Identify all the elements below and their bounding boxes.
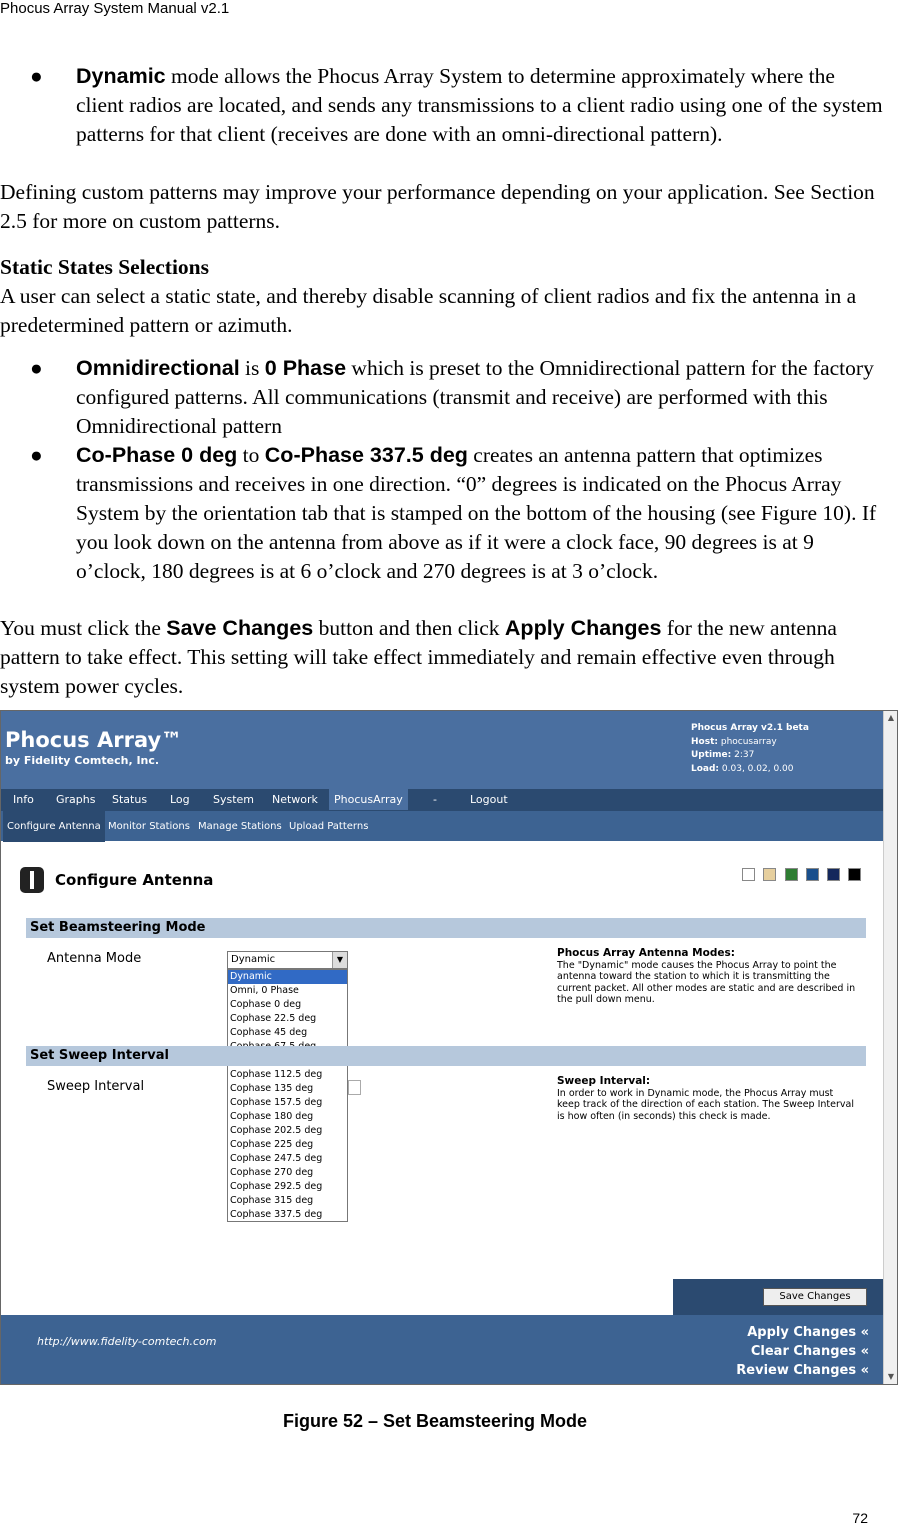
footer (1, 1315, 883, 1384)
chevron-down-icon[interactable]: ▼ (332, 952, 347, 968)
nav-separator: - (433, 793, 437, 806)
review-changes-link[interactable]: Review Changes « (736, 1363, 869, 1378)
omni-is: is (239, 356, 265, 380)
running-header: Phocus Array System Manual v2.1 (0, 0, 230, 17)
antenna-icon (20, 867, 44, 893)
custom-patterns-paragraph: Defining custom patterns may improve your performance depending on your application. See Section 2.5 for more on custom patterns. (0, 180, 875, 233)
bullet-dot: ● (30, 443, 43, 467)
dynamic-text: mode allows the Phocus Array System to determine approximately where the client radios are located, and sends any transmissions to a client radio using one of the system patterns for that client (receives are done with an omni-directional pattern). (76, 64, 883, 146)
option-cophase[interactable]: Cophase 292.5 deg (230, 1181, 323, 1192)
section-title: Set Sweep Interval (30, 1048, 169, 1063)
bullet-dot: ● (30, 64, 43, 88)
beamsteering-section-header (26, 918, 866, 938)
app-title: Phocus Array™ (5, 728, 183, 752)
uptime-label: Uptime: (691, 750, 732, 760)
nav-status[interactable]: Status (112, 793, 148, 806)
sweep-interval-label: Sweep Interval (47, 1079, 145, 1094)
host-value: phocusarray (720, 736, 777, 747)
apply-changes-term: Apply Changes (504, 616, 662, 640)
omni-text: which is preset to the Omnidirectional pattern for the factory configured patterns. All communications (transmit and receive) are performed with this Omnidirectional pattern (76, 356, 874, 438)
sweep-interval-help (557, 1076, 857, 1122)
nav-logout[interactable]: Logout (470, 793, 508, 806)
save-changes-button[interactable]: Save Changes (763, 1288, 867, 1306)
load-label: Load: (691, 763, 720, 774)
cophase-to: to (237, 443, 265, 467)
option-cophase[interactable]: Cophase 315 deg (230, 1195, 314, 1206)
help-title: Phocus Array Antenna Modes: (557, 947, 735, 959)
option-cophase[interactable]: Cophase 337.5 deg (230, 1209, 323, 1220)
option-cophase[interactable]: Cophase 157.5 deg (230, 1097, 323, 1108)
option-cophase[interactable]: Cophase 22.5 deg (230, 1013, 317, 1024)
version: Phocus Array v2.1 beta (691, 723, 809, 733)
nav-info[interactable]: Info (13, 793, 34, 806)
footer-url[interactable]: http://www.fidelity-comtech.com (37, 1335, 217, 1348)
section-title: Set Beamsteering Mode (30, 920, 206, 935)
bullet-dot: ● (30, 356, 43, 380)
sweep-section-header (26, 1046, 866, 1066)
scrollbar[interactable] (883, 711, 898, 1384)
host-label: Host: (691, 736, 718, 747)
save-para-text-1: You must click the (0, 616, 167, 640)
app-banner (1, 711, 883, 789)
theme-swatch[interactable] (848, 868, 861, 881)
app-subtitle: by Fidelity Comtech, Inc. (5, 754, 160, 767)
zero-phase-term: 0 Phase (264, 356, 347, 380)
selected-value: Dynamic (231, 954, 276, 965)
option-omni[interactable]: Omni, 0 Phase (230, 985, 299, 996)
option-cophase[interactable]: Cophase 0 deg (230, 999, 302, 1010)
help-text: In order to work in Dynamic mode, the Phocus Array must keep track of the direction of each station. The Sweep Interval is how often (in seconds) this check is made. (557, 1087, 854, 1122)
static-states-heading: Static States Selections (0, 255, 209, 279)
option-cophase[interactable]: Cophase 270 deg (230, 1167, 314, 1178)
cophase-text: creates an antenna pattern that optimizes transmissions and receives in one direction. “0” degrees is indicated on the Phocus Array System by the orientation tab that is stamped on the bottom of the housing (see Figure 10). If you look down on the antenna from above as if it were a clock face, 90 degrees is at 9 o’clock, 180 degrees is at 6 o’clock and 270 degrees is at 3 o’clock. (76, 443, 877, 583)
cophase-bullet (30, 441, 886, 586)
page-title: Configure Antenna (55, 871, 214, 889)
nav-phocusarray[interactable]: PhocusArray (329, 789, 408, 810)
nav-network[interactable]: Network (272, 793, 318, 806)
save-para-text-2: button and then click (313, 616, 505, 640)
antenna-mode-options (227, 969, 348, 1222)
subnav-configure-antenna[interactable]: Configure Antenna (3, 811, 105, 842)
option-cophase[interactable]: Cophase 112.5 deg (230, 1069, 323, 1080)
antenna-mode-label: Antenna Mode (47, 951, 142, 966)
option-cophase[interactable]: Cophase 180 deg (230, 1111, 314, 1122)
cophase-end-term: Co-Phase 337.5 deg (264, 443, 468, 467)
scroll-down-icon[interactable]: ▼ (887, 1372, 895, 1381)
configure-antenna-screenshot (0, 710, 898, 1385)
apply-changes-link[interactable]: Apply Changes « (747, 1325, 869, 1340)
save-para-text-3: for the new antenna pattern to take effect. This setting will take effect immediately and remain effective even through system power cycles. (0, 616, 837, 698)
subnav-monitor-stations[interactable]: Monitor Stations (108, 821, 190, 832)
theme-swatch[interactable] (742, 868, 755, 881)
option-cophase[interactable]: Cophase 202.5 deg (230, 1125, 323, 1136)
antenna-mode-select[interactable] (227, 951, 348, 969)
omni-bullet (30, 354, 886, 441)
antenna-modes-help (557, 948, 857, 1006)
save-changes-term: Save Changes (166, 616, 314, 640)
theme-swatch[interactable] (806, 868, 819, 881)
system-info (691, 722, 809, 776)
nav-system[interactable]: System (213, 793, 255, 806)
page-number: 72 (852, 1510, 868, 1526)
theme-swatch[interactable] (763, 868, 776, 881)
omni-term: Omnidirectional (76, 356, 240, 380)
dynamic-bullet (30, 62, 886, 149)
nav-log[interactable]: Log (170, 793, 190, 806)
clear-changes-link[interactable]: Clear Changes « (750, 1344, 869, 1359)
option-cophase[interactable]: Cophase 45 deg (230, 1027, 308, 1038)
help-title: Sweep Interval: (557, 1075, 651, 1087)
nav-graphs[interactable]: Graphs (56, 793, 96, 806)
sub-nav (1, 811, 883, 841)
load-value: 0.03, 0.02, 0.00 (721, 763, 794, 774)
scroll-up-icon[interactable]: ▲ (887, 713, 895, 722)
dynamic-term: Dynamic (76, 64, 166, 88)
save-apply-paragraph (0, 614, 890, 701)
theme-swatch[interactable] (785, 868, 798, 881)
option-cophase[interactable]: Cophase 225 deg (230, 1139, 314, 1150)
option-cophase[interactable]: Cophase 247.5 deg (230, 1153, 323, 1164)
uptime-value: 2:37 (734, 750, 755, 760)
theme-swatch[interactable] (827, 868, 840, 881)
subnav-upload-patterns[interactable]: Upload Patterns (289, 821, 369, 832)
cophase-start-term: Co-Phase 0 deg (76, 443, 238, 467)
static-states-paragraph: A user can select a static state, and thereby disable scanning of client radios and fix the antenna in a predetermined pattern or azimuth. (0, 284, 857, 337)
subnav-manage-stations[interactable]: Manage Stations (198, 821, 282, 832)
main-nav (1, 789, 883, 811)
sweep-interval-input[interactable] (348, 1080, 361, 1095)
option-dynamic[interactable]: Dynamic (228, 970, 347, 984)
option-cophase[interactable]: Cophase 135 deg (230, 1083, 314, 1094)
figure-caption: Figure 52 – Set Beamsteering Mode (282, 1411, 588, 1431)
help-text: The "Dynamic" mode causes the Phocus Array to point the antenna toward the station to which it is transmitting the current packet. All other modes are static and are described in the pull down menu. (557, 959, 856, 1005)
